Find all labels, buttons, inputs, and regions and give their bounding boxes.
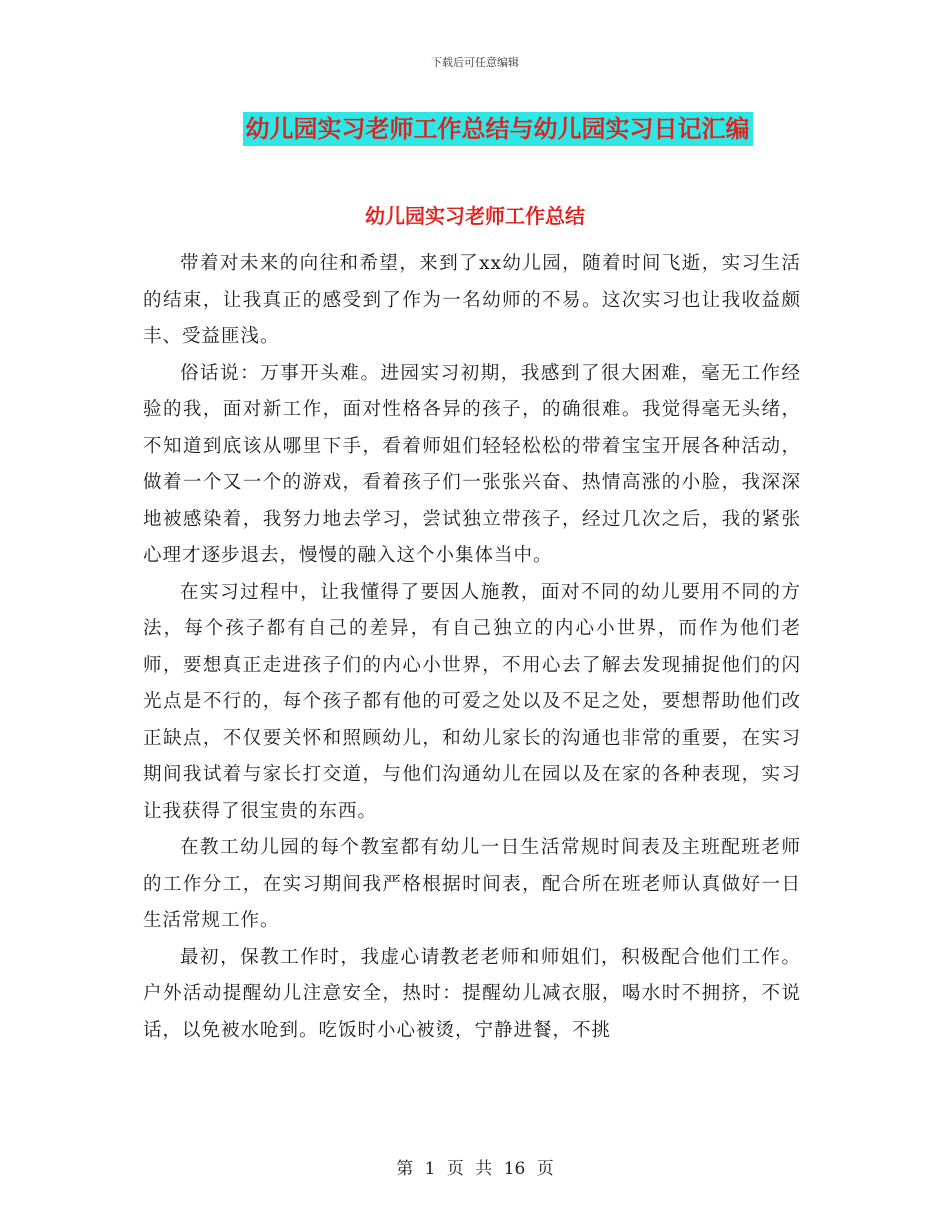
paragraph: 最初，保教工作时，我虚心请教老老师和师姐们，积极配合他们工作。户外活动提醒幼儿注意安全，热时：提醒幼儿减衣服，喝水时不拥挤，不说话，以免被水呛到。吃饭时小心被烫，宁静进餐，不挑 bbox=[143, 946, 801, 1041]
main-title-container bbox=[0, 112, 950, 146]
page-footer: 第 1 页 共 16 页 bbox=[396, 1159, 554, 1179]
body-text bbox=[143, 246, 801, 1049]
paragraph: 俗话说：万事开头难。进园实习初期，我感到了很大困难，毫无工作经验的我，面对新工作，面对性格各异的孩子，的确很难。我觉得毫无头绪，不知道到底该从哪里下手，看着师姐们轻轻松松的带着宝宝开展各种活动，做着一个又一个的游戏，看着孩子们一张张兴奋、热情高涨的小脸，我深深地被感染着，我努力地去学习，尝试独立带孩子，经过几次之后，我的紧张心理才逐步退去，慢慢的融入这个小集体当中。 bbox=[143, 362, 801, 566]
paragraph: 在教工幼儿园的每个教室都有幼儿一日生活常规时间表及主班配班老师的工作分工，在实习期间我严格根据时间表，配合所在班老师认真做好一日生活常规工作。 bbox=[143, 837, 801, 931]
section-title: 幼儿园实习老师工作总结 bbox=[365, 204, 585, 228]
main-title: 幼儿园实习老师工作总结与幼儿园实习日记汇编 bbox=[243, 112, 753, 146]
paragraph: 在实习过程中，让我懂得了要因人施教，面对不同的幼儿要用不同的方法，每个孩子都有自己的差异，有自己独立的内心小世界，而作为他们老师，要想真正走进孩子们的内心小世界，不用心去了解去发现捕捉他们的闪光点是不行的，每个孩子都有他的可爱之处以及不足之处，要想帮助他们改正缺点，不仅要关怀和照顾幼儿，和幼儿家长的沟通也非常的重要，在实习期间我试着与家长打交道，与他们沟通幼儿在园以及在家的各种表现，实习让我获得了很宝贵的东西。 bbox=[143, 581, 801, 822]
header-note: 下载后可任意编辑 bbox=[431, 56, 519, 69]
paragraph: 带着对未来的向往和希望，来到了xx幼儿园，随着时间飞逝，实习生活的结束，让我真正的感受到了作为一名幼师的不易。这次实习也让我收益颇丰、受益匪浅。 bbox=[143, 253, 801, 347]
